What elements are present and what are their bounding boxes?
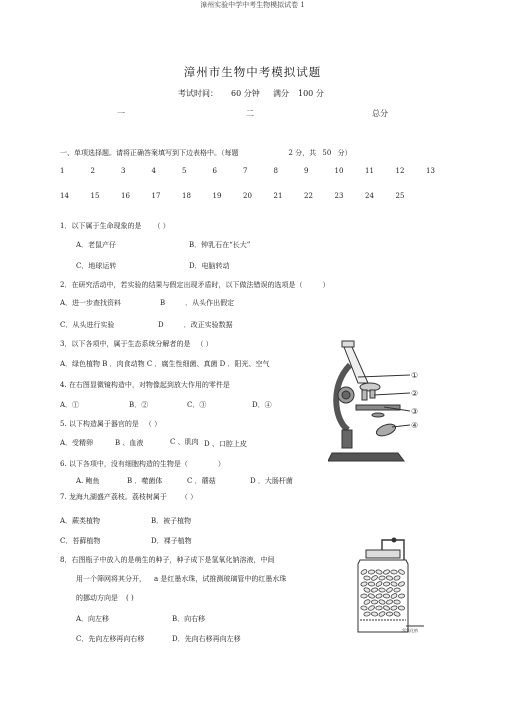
answer-number-20: 20 — [243, 192, 252, 200]
q8-option-c: C．先向左移再向右移 — [76, 635, 145, 643]
answer-number-16: 16 — [121, 192, 130, 200]
q2-stem: 2．在研究活动中，若实验的结果与假定出现矛盾时，以下做法错误的选项是（ ） — [60, 281, 330, 289]
answer-number-8: 8 — [273, 167, 278, 175]
seed — [364, 576, 371, 581]
answer-number-18: 18 — [182, 192, 191, 200]
microscope-label-3: ③ — [411, 407, 419, 416]
seed — [376, 606, 383, 610]
q1-option-d: D．电脑转动 — [189, 262, 230, 270]
seed — [386, 612, 393, 616]
q4-option-d: D．④ — [252, 401, 272, 409]
seed — [394, 588, 401, 593]
seed — [361, 594, 368, 598]
q8-option-d: D．先向右移再向左移 — [172, 635, 241, 643]
q1-option-a: A．老鼠产仔 — [76, 241, 117, 249]
answer-number-10: 10 — [334, 167, 344, 175]
q3-stem: 3．以下各项中，属于生态系统分解者的是 （ ） — [60, 340, 213, 348]
section1-instruction: 一、单项选择题。请将正确答案填写到下边表格中。（每题 2 分，共 50 分） — [60, 149, 352, 157]
seed — [379, 588, 386, 593]
red-ink-drop — [392, 538, 396, 542]
answer-number-14: 14 — [60, 192, 69, 200]
answer-number-2: 2 — [90, 167, 95, 175]
seed — [383, 582, 390, 587]
q4-stem: 4. 在右图显微镜构造中，对物像起到放大作用的零件是 — [60, 381, 230, 389]
answer-number-4: 4 — [151, 167, 156, 175]
seed — [383, 594, 390, 599]
answer-number-17: 17 — [151, 192, 161, 200]
microscope-labels — [411, 371, 418, 430]
q2-option-d: D ．改正实验数据 — [158, 321, 233, 329]
answer-number-9: 9 — [304, 167, 309, 175]
q1-option-c: C．地球运转 — [76, 262, 117, 270]
answer-number-7: 7 — [243, 167, 248, 175]
q3-options: A．绿色植物 B ．肉食动物 C ．腐生性细菌、真菌 D ．阳光、空气 — [60, 360, 270, 368]
answer-number-21: 21 — [273, 192, 283, 200]
q6-option-a: A. 鲍鱼 — [76, 477, 100, 485]
answer-number-25: 25 — [395, 192, 405, 200]
q6-stem: 6. 以下各项中，没有细胞构造的生物是（ ） — [60, 460, 225, 468]
q6-option-d: D ．大肠杆菌 — [250, 477, 293, 485]
answer-number-19: 19 — [212, 192, 222, 200]
seed — [368, 582, 375, 587]
q8-stem-line3: 的挪动方向是 ( ) — [76, 594, 134, 602]
q7-option-c: C．苔藓植物 — [60, 537, 101, 545]
answer-number-15: 15 — [90, 192, 100, 200]
answer-number-22: 22 — [304, 192, 313, 200]
exam-time-label: 考试时间： — [178, 89, 218, 98]
answer-number-3: 3 — [121, 167, 126, 175]
seed — [391, 570, 398, 574]
q5-stem: 5. 以下构造属于器官的是 （ ） — [60, 420, 162, 428]
seed — [368, 570, 375, 575]
q5-option-b: B 、血液 — [115, 439, 144, 447]
answer-number-23: 23 — [334, 192, 344, 200]
seed — [398, 594, 405, 599]
q4-option-b: B．② — [129, 401, 149, 409]
running-header: 漳州实验中学中考生物模拟试卷 1 — [200, 1, 305, 9]
answer-number-12: 12 — [395, 167, 405, 175]
answer-number-24: 24 — [365, 192, 374, 200]
jar-label: 氢氧化钠 — [402, 628, 418, 633]
q5-option-d: D 、口腔上皮 — [204, 440, 247, 448]
seed — [371, 600, 378, 604]
q8-option-b: B．向右移 — [172, 615, 206, 623]
microscope-label-2: ② — [411, 389, 419, 398]
q6-option-b: B ．噬菌体 — [127, 477, 163, 485]
q7-stem: 7. 龙海九湖盛产荔枝。荔枝树属于 （ ） — [60, 493, 198, 501]
q1-option-b: B．钟乳石在“长大” — [189, 241, 251, 249]
q2-option-a: A．进一步查找资料 — [60, 299, 122, 307]
q5-option-c: C 、肌肉 — [170, 438, 199, 446]
full-score-label: 满分 — [273, 89, 289, 98]
microscope-label-4: ④ — [411, 421, 419, 430]
page-title: 漳州市生物中考模拟试题 — [183, 65, 322, 79]
score-col-total: 总分 — [372, 109, 388, 118]
exam-time-value: 60 分钟 — [231, 89, 260, 98]
seed — [398, 606, 405, 611]
seed — [379, 576, 386, 581]
q7-option-a: A．蕨类植物 — [60, 517, 101, 525]
answer-number-1: 1 — [60, 167, 65, 175]
q1-stem: 1．以下属于生命现象的是 （ ） — [60, 222, 170, 230]
answer-number-13: 13 — [426, 167, 435, 175]
q7-option-d: D．裸子植物 — [151, 537, 192, 545]
q8-stem-line2: 用一个筛网将其分开， a 是红墨水珠，试推测玻璃管中的红墨水珠 — [76, 575, 287, 583]
answer-number-11: 11 — [365, 167, 374, 175]
q5-option-a: A．受精卵 — [60, 439, 94, 447]
answer-number-5: 5 — [182, 167, 187, 175]
microscope-figure — [328, 335, 428, 470]
q7-option-b: B．被子植物 — [151, 517, 192, 525]
answer-number-6: 6 — [212, 167, 217, 175]
q4-option-a: A．① — [60, 401, 80, 409]
full-score-value: 100 分 — [298, 89, 324, 98]
seed — [394, 600, 401, 605]
score-col-1: 一 — [117, 109, 125, 118]
q4-option-c: C．③ — [187, 401, 207, 409]
q8-stem-line1: 8．右图瓶子中放入的是萌生的种子，种子成下是氢氧化钠溶液，中间 — [60, 556, 275, 564]
microscope-label-1: ① — [411, 371, 419, 380]
q2-option-c: C．从头进行实验 — [60, 321, 115, 329]
q2-option-b: B ．从头作出假定 — [160, 299, 235, 307]
q6-option-c: C ．蘑菇 — [187, 477, 216, 485]
q8-option-a: A．向左移 — [76, 615, 110, 623]
germinating-seed-jar-figure — [346, 532, 436, 640]
score-col-2: 二 — [246, 109, 254, 118]
